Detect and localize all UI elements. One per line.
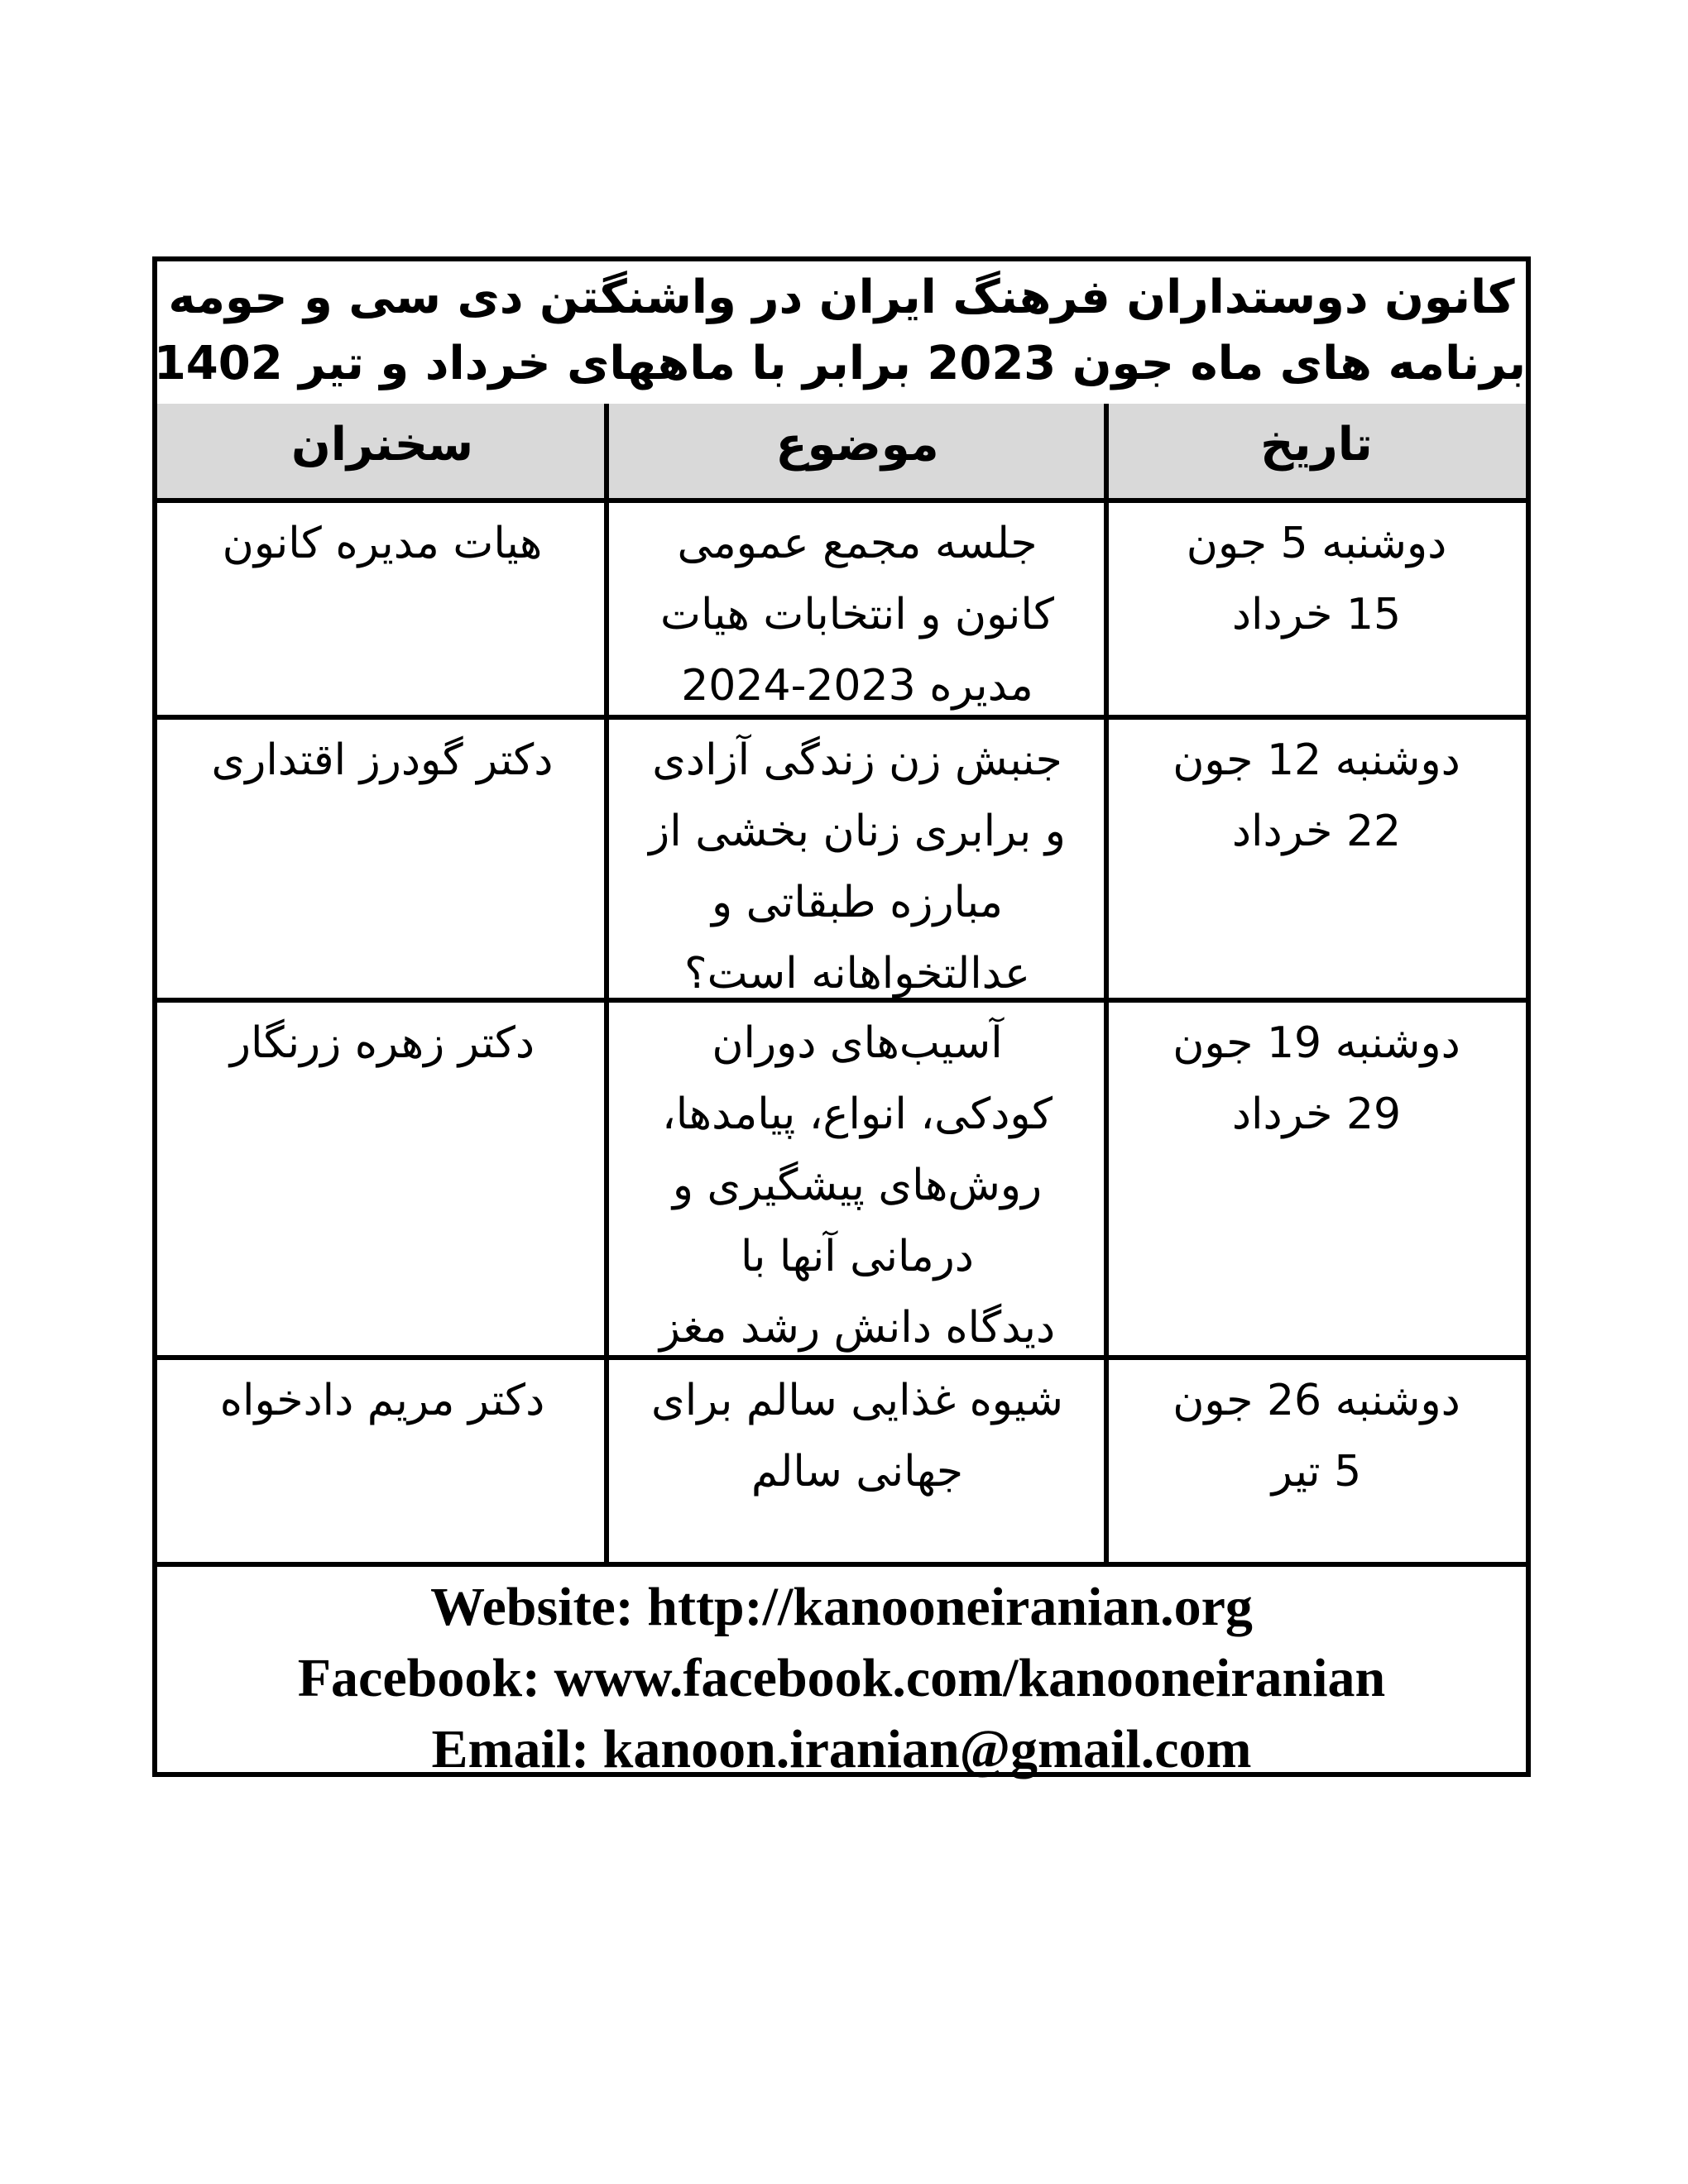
table-row-2-date [1107, 720, 1526, 1003]
program-subtitle: برنامه های ماه جون 2023 برابر با ماههای خرداد و تیر 1402 [153, 337, 1526, 390]
table-row-4-topic [607, 1360, 1107, 1567]
topic-line: کودکی، انواع، پیامدها، [662, 1090, 1053, 1139]
table-row-1-topic [607, 503, 1107, 720]
organization-title: کانون دوستداران فرهنگ ایران در واشنگتن دی سی و حومه [168, 271, 1515, 324]
topic-line: جلسه مجمع عمومی [677, 519, 1038, 568]
topic-line: دیدگاه دانش رشد مغز [659, 1303, 1056, 1353]
topic-line: جهانی سالم [750, 1447, 964, 1497]
table-row-4-date [1107, 1360, 1526, 1567]
date-persian: 22 خرداد [1231, 807, 1402, 856]
date-persian: 5 تیر [1271, 1447, 1362, 1497]
website-link[interactable]: Website: http://kanooneiranian.org [430, 1577, 1253, 1637]
table-row-3-speaker [157, 1003, 607, 1360]
date-weekday: دوشنبه 26 جون [1172, 1376, 1460, 1425]
table-row-1-date [1107, 503, 1526, 720]
email-link[interactable]: Email: kanoon.iranian@gmail.com [431, 1719, 1252, 1779]
topic-line: مدیره 2023-2024 [681, 661, 1033, 711]
date-persian: 15 خرداد [1231, 590, 1402, 639]
header-speakers: سخنران [157, 404, 607, 503]
topic-line: مبارزه طبقاتی و [711, 878, 1004, 927]
speaker-name: دکتر زهره زرنگار [229, 1018, 535, 1068]
table-row-1-speaker [157, 503, 607, 720]
date-weekday: دوشنبه 5 جون [1186, 519, 1447, 568]
header-topic: موضوع [607, 404, 1107, 503]
topic-line: روش‌های پیشگیری و [672, 1161, 1043, 1210]
column-divider [604, 404, 609, 1567]
speaker-name: هیات مدیره کانون [222, 519, 543, 568]
speaker-name: دکتر گودرز اقتداری [211, 735, 554, 785]
column-divider [1104, 404, 1109, 1567]
topic-line: کانون و انتخابات هیات [659, 590, 1055, 639]
table-row-2-topic [607, 720, 1107, 1003]
table-row-3-topic [607, 1003, 1107, 1360]
program-table-frame [152, 256, 1531, 1777]
topic-line: و برابری زنان بخشی از [649, 807, 1066, 856]
topic-line: درمانی آنها با [741, 1232, 974, 1281]
topic-line: شیوه غذایی سالم برای [651, 1376, 1063, 1425]
table-row-2-speaker [157, 720, 607, 1003]
title-block [153, 261, 1526, 409]
header-date: تاریخ [1107, 404, 1526, 503]
date-persian: 29 خرداد [1231, 1090, 1402, 1139]
contact-footer [157, 1572, 1526, 1785]
facebook-link[interactable]: Facebook: www.facebook.com/kanooneiranian [297, 1648, 1386, 1708]
date-weekday: دوشنبه 19 جون [1172, 1018, 1460, 1068]
topic-line: عدالتخواهانه است؟ [683, 949, 1030, 999]
speaker-name: دکتر مریم دادخواه [219, 1376, 545, 1425]
topic-line: آسیب‌های دوران [712, 1018, 1003, 1068]
table-row-4-speaker [157, 1360, 607, 1567]
topic-line: جنبش زن زندگی آزادی [652, 735, 1062, 785]
date-weekday: دوشنبه 12 جون [1172, 735, 1460, 785]
table-row-3-date [1107, 1003, 1526, 1360]
